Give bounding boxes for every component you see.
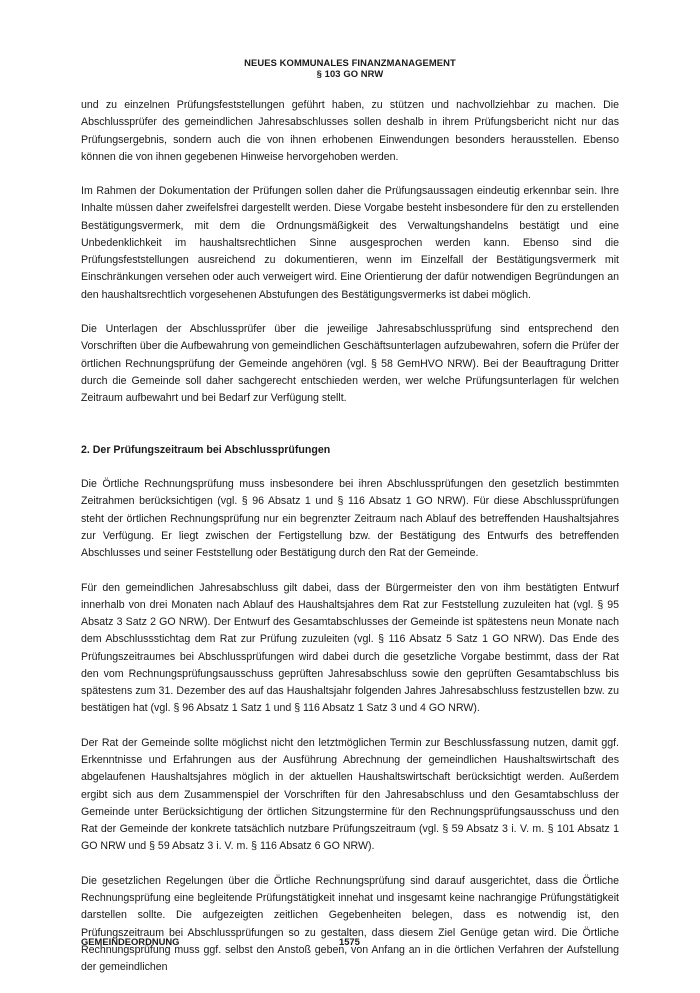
header-section: § 103 GO NRW — [316, 68, 384, 79]
page-header — [0, 57, 700, 79]
page-number: 1575 — [339, 936, 360, 947]
paragraph: Die Örtliche Rechnungsprüfung muss insbesondere bei ihren Abschlussprüfungen den gesetzlich bestimmten Zeitrahmen berücksichtigen (vgl. § 96 Absatz 1 und § 116 Absatz 1 GO NRW). Für diese Abschlussprüfungen steht der örtlichen Rechnungsprüfung nur ein begrenzter Zeitraum nach Ablauf des betreffenden Haushaltsjahres zur Verfügung. Er liegt zwischen der Fertigstellung bzw. der Bestätigung des Entwurfs des betreffenden Abschlusses und seiner Feststellung oder Bestätigung durch den Rat der Gemeinde. — [81, 478, 619, 560]
paragraph: Im Rahmen der Dokumentation der Prüfungen sollen daher die Prüfungsaussagen eindeutig erkennbar sein. Ihre Inhalte müssen daher zweifelsfrei dargestellt werden. Diese Vorgabe besteht insbesondere für den zu erstellenden Bestätigungsvermerk, mit dem die Ordnungsmäßigkeit des Verwaltungshandelns bestätigt und eine Unbedenklichkeit im haushaltsrechtlichen Sinne ausgesprochen werden kann. Ebenso sind die Prüfungsfeststellungen ausreichend zu dokumentieren, wenn im Einzelfall der Bestätigungsvermerk mit Einschränkungen versehen oder auch verweigert wird. Eine Orientierung der dafür notwendigen Begründungen an den haushaltsrechtlich vorgesehenen Abstufungen des Bestätigungsvermerks ist dabei möglich. — [81, 185, 619, 301]
paragraph: Für den gemeindlichen Jahresabschluss gilt dabei, dass der Bürgermeister den von ihm bestätigten Entwurf innerhalb von drei Monaten nach Ablauf des Haushaltsjahres dem Rat zur Feststellung zuzuleiten hat (vgl. § 95 Absatz 3 Satz 2 GO NRW). Der Entwurf des Gesamtabschlusses der Gemeinde ist spätestens neun Monate nach dem Abschlussstichtag dem Rat zur Prüfung zuzuleiten (vgl. § 116 Absatz 5 Satz 1 GO NRW). Das Ende des Prüfungszeitraumes bei Abschlussprüfungen wird dabei durch die gesetzliche Vorgabe bestimmt, dass der Rat den vom Rechnungsprüfungsausschuss geprüften Jahresabschluss sowie den geprüften Gesamtabschluss bis spätestens zum 31. Dezember des auf das Haushaltsjahr folgenden Jahres Jahresabschluss festzustellen bzw. zu bestätigen hat (vgl. § 96 Absatz 1 Satz 1 und § 116 Absatz 1 Satz 3 und 4 GO NRW). — [81, 581, 619, 715]
paragraph: Der Rat der Gemeinde sollte möglichst nicht den letztmöglichen Termin zur Beschlussfassung nutzen, damit ggf. Erkenntnisse und Erfahrungen aus der Ausführung Abrechnung der gemeindlichen Haushaltswirtschaft des abgelaufenen Haushaltsjahres möglich in der aktuellen Haushaltswirtschaft berücksichtigt werden. Außerdem ergibt sich aus dem Zusammenspiel der Vorschriften für den Jahresabschluss und den Gesamtabschluss der Gemeinde unter Berücksichtigung der örtlichen Sitzungstermine für den Rechnungsprüfungsausschuss und den Rat der Gemeinde der konkrete tatsächlich nutzbare Prüfungszeitraum (vgl. § 59 Absatz 3 i. V. m. § 101 Absatz 1 GO NRW und § 59 Absatz 3 i. V. m. § 116 Absatz 6 GO NRW). — [81, 736, 619, 853]
paragraph: Die Unterlagen der Abschlussprüfer über die jeweilige Jahresabschlussprüfung sind entsprechend den Vorschriften über die Aufbewahrung von gemeindlichen Geschäftsunterlagen aufzubewahren, sofern die Prüfer der örtlichen Rechnungsprüfung der Gemeinde angehören (vgl. § 58 GemHVO NRW). Bei der Beauftragung Dritter durch die Gemeinde soll daher sachgerecht entschieden werden, wer welche Prüfungsunterlagen für welchen Zeitraum aufbewahrt und bei Bedarf zur Verfügung stellt. — [81, 323, 619, 405]
paragraph: Die gesetzlichen Regelungen über die Örtliche Rechnungsprüfung sind darauf ausgerichtet, dass die Örtliche Rechnungsprüfung eine begleitende Prüfungstätigkeit innehat und insgesamt keine nachrangige Prüfungstätigkeit darstellen sollte. Die aufgezeigten zeitlichen Gegebenheiten belegen, dass es notwendig ist, den Prüfungszeitraum bei Abschlussprüfungen so zu gestalten, dass diesem Ziel Genüge getan wird. Die Örtliche Rechnungsprüfung muss ggf. selbst den Anstoß geben, von Anfang an in die örtlichen Verfahren der Aufstellung der gemeindlichen — [81, 874, 619, 974]
section-heading: 2. Der Prüfungszeitraum bei Abschlussprüfungen — [81, 443, 331, 456]
header-title: NEUES KOMMUNALES FINANZMANAGEMENT — [244, 57, 456, 68]
paragraph: und zu einzelnen Prüfungsfeststellungen geführt haben, zu stützen und nachvollziehbar zu machen. Die Abschlussprüfer des gemeindlichen Jahresabschlusses sollen deshalb in ihrem Prüfungsbericht nicht nur das Prüfungsergebnis, sondern auch die von ihnen erhobenen Einwendungen besonders herausstellen. Ebenso können die von ihnen gegebenen Hinweise hervorgehoben werden. — [81, 99, 619, 163]
footer-label: GEMEINDEORDNUNG — [81, 936, 180, 947]
page-body — [81, 97, 619, 993]
